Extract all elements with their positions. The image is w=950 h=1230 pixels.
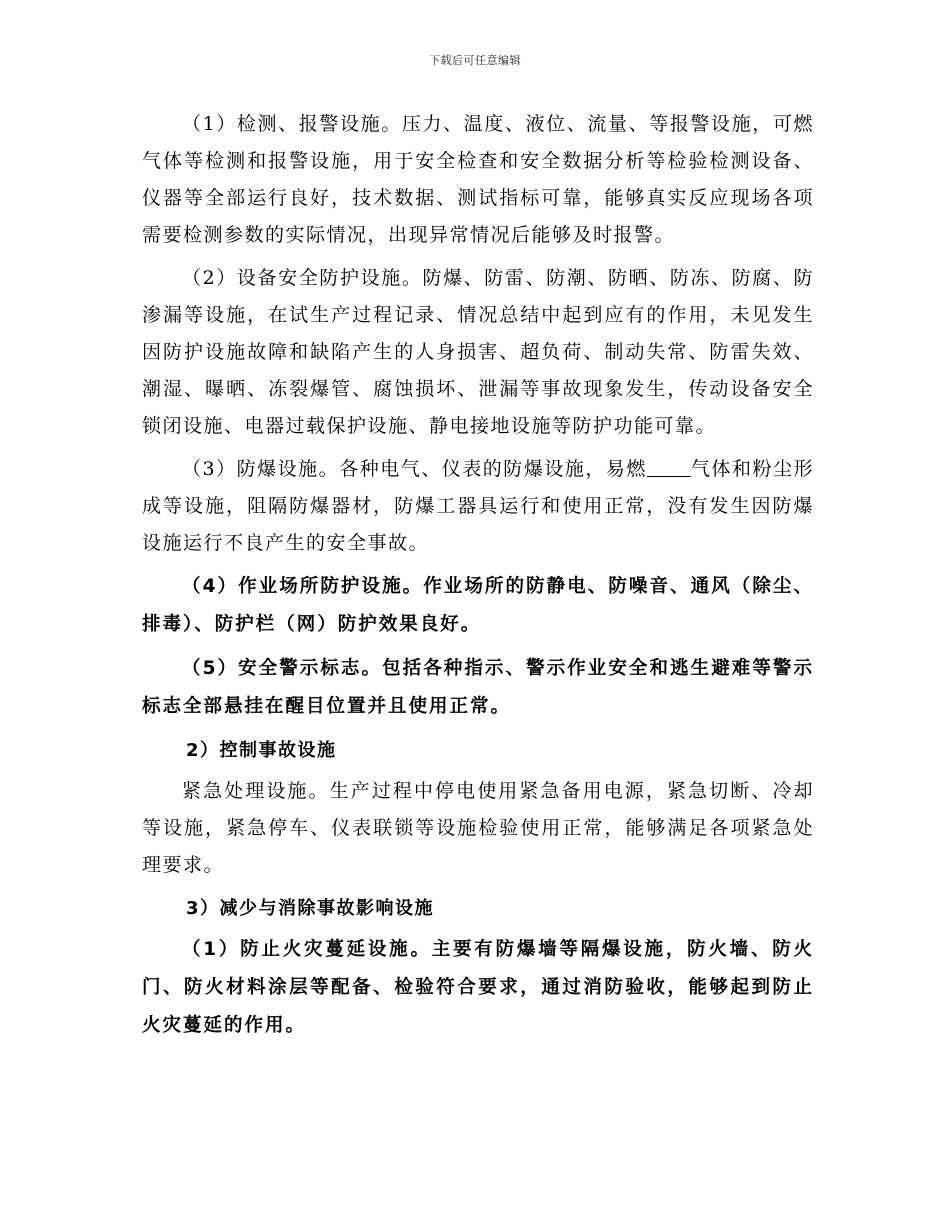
paragraph-emergency-handling: 紧急处理设施。生产过程中停电使用紧急备用电源，紧急切断、冷却等设施，紧急停车、仪表联锁等设施检验使用正常，能够满足各项紧急处理要求。 (142, 780, 814, 876)
fill-blank (647, 456, 691, 477)
page-header: 下载后可任意编辑 (429, 54, 521, 67)
paragraph-explosion-proof-part1: （3）防爆设施。各种电气、仪表的防爆设施，易燃 (182, 458, 647, 480)
paragraph-explosion-proof-part2: 气体和粉尘形成等设施，阻隔防爆器材，防爆工器具运行和使用正常，没有发生因防爆设施运行不良产生的安全事故。 (142, 458, 814, 554)
paragraph-equipment-protection: （2）设备安全防护设施。防爆、防雷、防潮、防晒、防冻、防腐、防渗漏等设施，在试生产过程记录、情况总结中起到应有的作用，未见发生因防护设施故障和缺陷产生的人身损害、超负荷、制动失常、防雷失效、潮湿、曝晒、冻裂爆管、腐蚀损坏、泄漏等事故现象发生，传动设备安全锁闭设施、电器过载保护设施、静电接地设施等防护功能可靠。 (142, 267, 814, 437)
section-heading-impact-reduction: 3）减少与消除事故影响设施 (186, 898, 435, 919)
paragraph-detection-alarm: （1）检测、报警设施。压力、温度、液位、流量、等报警设施，可燃气体等检测和报警设施，用于安全检查和安全数据分析等检验检测设备、仪器等全部运行良好，技术数据、测试指标可靠，能够真实反应现场各项需要检测参数的实际情况，出现异常情况后能够及时报警。 (142, 113, 814, 246)
paragraph-explosion-proof (142, 451, 814, 562)
paragraph-safety-signs: （5）安全警示标志。包括各种指示、警示作业安全和逃生避难等警示标志全部悬挂在醒目位置并且使用正常。 (142, 658, 814, 717)
paragraph-workplace-protection: （4）作业场所防护设施。作业场所的防静电、防噪音、通风（除尘、排毒）、防护栏（网）防护效果良好。 (142, 576, 814, 635)
paragraph-fire-spread-prevention: （1）防止火灾蔓延设施。主要有防爆墙等隔爆设施，防火墙、防火门、防火材料涂层等配备、检验符合要求，通过消防验收，能够起到防止火灾蔓延的作用。 (142, 939, 814, 1036)
document-body (142, 106, 814, 1051)
section-heading-accident-control: 2）控制事故设施 (186, 740, 337, 761)
